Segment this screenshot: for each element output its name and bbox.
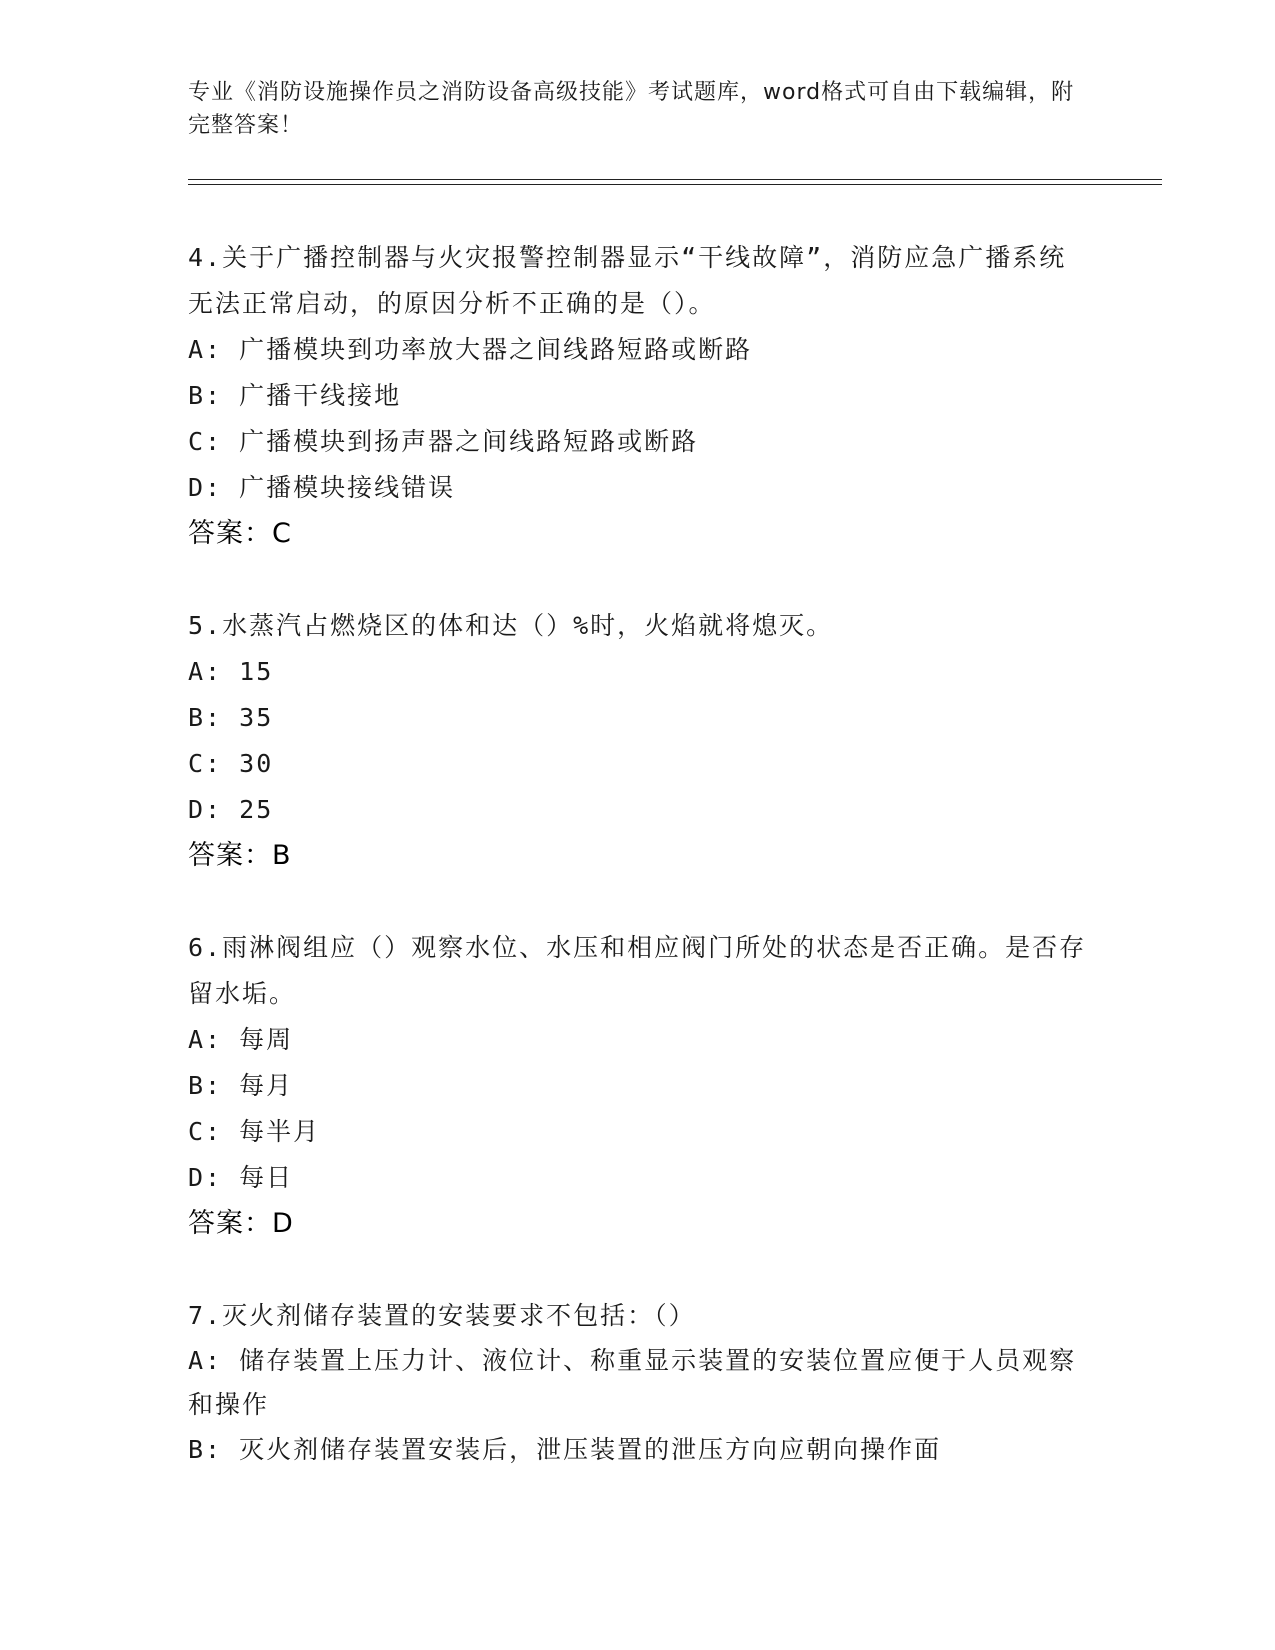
question-6	[188, 925, 1088, 1247]
question-stem: 4.关于广播控制器与火灾报警控制器显示“干线故障”，消防应急广播系统无法正常启动，的原因分析不正确的是（）。	[188, 243, 1067, 318]
option-a: A: 每周	[188, 1025, 294, 1054]
header-divider-top	[188, 179, 1162, 180]
question-stem: 5.水蒸汽占燃烧区的体和达（）%时，火焰就将熄灭。	[188, 611, 834, 640]
option-c: C: 每半月	[188, 1117, 321, 1146]
option-b: B: 每月	[188, 1071, 294, 1100]
question-5	[188, 603, 1088, 879]
answer-line: 答案：B	[188, 840, 292, 871]
question-4	[188, 235, 1088, 557]
option-d: D: 每日	[188, 1163, 294, 1192]
option-a: A: 储存装置上压力计、液位计、称重显示装置的安装位置应便于人员观察和操作	[188, 1346, 1077, 1419]
option-a: A: 15	[188, 657, 274, 686]
question-7	[188, 1293, 1088, 1473]
option-a: A: 广播模块到功率放大器之间线路短路或断路	[188, 335, 753, 364]
answer-line: 答案：D	[188, 1208, 294, 1239]
option-b: B: 35	[188, 703, 274, 732]
option-c: C: 广播模块到扬声器之间线路短路或断路	[188, 427, 699, 456]
option-b: B: 灭火剂储存装置安装后，泄压装置的泄压方向应朝向操作面	[188, 1435, 942, 1464]
question-list	[188, 235, 1088, 1519]
answer-line: 答案：C	[188, 518, 292, 549]
option-d: D: 25	[188, 795, 274, 824]
document-header: 专业《消防设施操作员之消防设备高级技能》考试题库，word格式可自由下载编辑，附完整答案！	[188, 80, 1075, 138]
question-stem: 6.雨淋阀组应（）观察水位、水压和相应阀门所处的状态是否正确。是否存留水垢。	[188, 933, 1087, 1008]
question-stem: 7.灭火剂储存装置的安装要求不包括：（）	[188, 1301, 696, 1330]
header-divider-bottom	[188, 184, 1162, 185]
option-d: D: 广播模块接线错误	[188, 473, 456, 502]
option-b: B: 广播干线接地	[188, 381, 402, 410]
option-c: C: 30	[188, 749, 274, 778]
